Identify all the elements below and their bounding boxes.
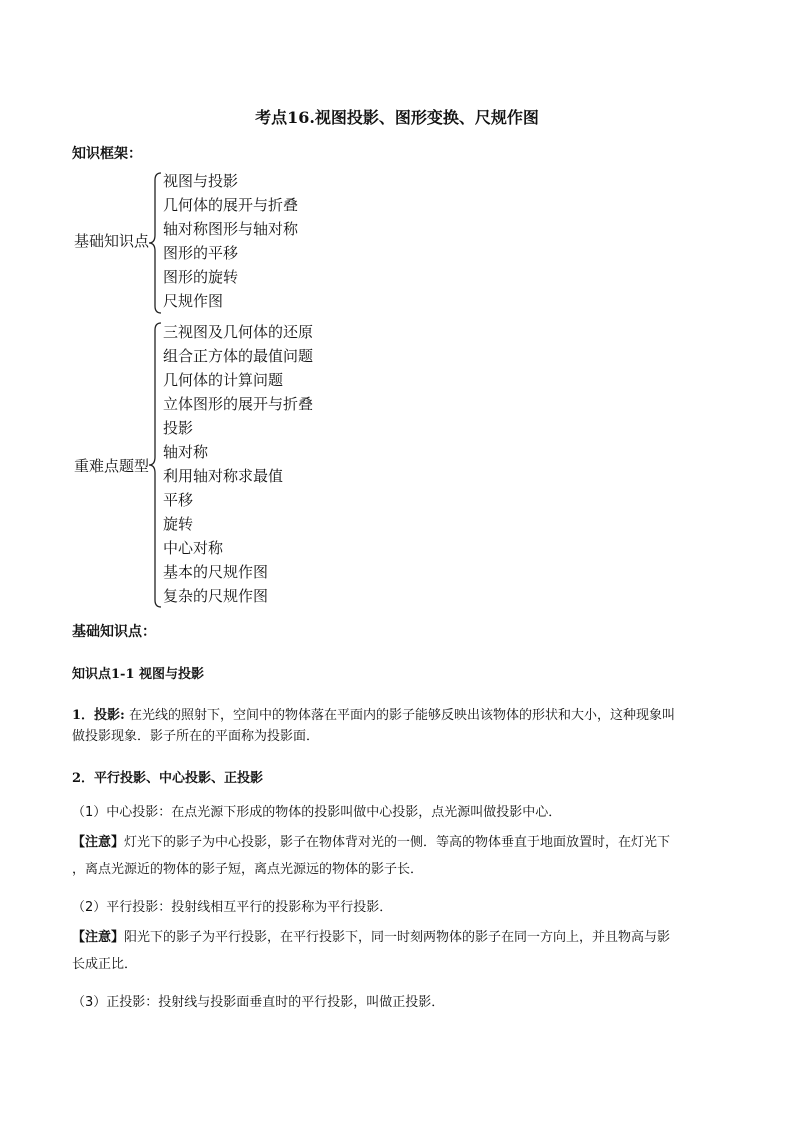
term-projection: 1．投影: <box>72 708 125 723</box>
group2-list <box>163 320 313 608</box>
list-item: 基本的尺规作图 <box>163 563 269 581</box>
paragraph-parallel-projection: （2）平行投影：投射线相互平行的投影称为平行投影． <box>72 900 393 915</box>
list-item: 旋转 <box>163 515 194 533</box>
group2-label: 重难点题型 <box>74 457 150 475</box>
list-item: 几何体的计算问题 <box>163 371 284 389</box>
list-item: 几何体的展开与折叠 <box>163 196 299 214</box>
list-item: 图形的旋转 <box>163 268 239 286</box>
basics-heading: 基础知识点： <box>72 624 156 640</box>
group1-brace <box>148 172 162 314</box>
list-item: 平移 <box>163 491 194 509</box>
list-item: 投影 <box>163 419 194 437</box>
group1-label: 基础知识点 <box>74 232 150 250</box>
list-item: 视图与投影 <box>163 172 239 190</box>
note-label: 【注意】 <box>72 930 125 945</box>
list-item: 三视图及几何体的还原 <box>163 323 314 341</box>
knowledge-point-heading: 知识点1-1 视图与投影 <box>72 667 205 682</box>
list-item: 尺规作图 <box>163 292 224 310</box>
list-item: 轴对称 <box>163 443 209 461</box>
paragraph-orthographic-projection: （3）正投影：投射线与投影面垂直时的平行投影，叫做正投影． <box>72 995 445 1010</box>
list-item: 组合正方体的最值问题 <box>163 347 314 365</box>
section-heading: 2．平行投影、中心投影、正投影 <box>72 771 264 786</box>
paragraph-projection: 1．投影: 在光线的照射下，空间中的物体落在平面内的影子能够反映出该物体的形状和大小，这种现象叫 做投影现象．影子所在的平面称为投影面． <box>72 708 675 744</box>
list-item: 利用轴对称求最值 <box>163 467 284 485</box>
group2-brace <box>148 322 162 608</box>
note-label: 【注意】 <box>72 835 125 850</box>
framework-heading: 知识框架： <box>72 146 142 162</box>
list-item: 中心对称 <box>163 539 224 557</box>
page-title: 考点16.视图投影、图形变换、尺规作图 <box>255 108 539 127</box>
note-parallel: 【注意】阳光下的影子为平行投影，在平行投影下，同一时刻两物体的影子在同一方向上，并且物高与影 长成正比． <box>72 930 671 972</box>
list-item: 轴对称图形与轴对称 <box>163 220 299 238</box>
list-item: 图形的平移 <box>163 244 239 262</box>
group1-list <box>163 169 298 313</box>
list-item: 复杂的尺规作图 <box>163 587 269 605</box>
note-central: 【注意】灯光下的影子为中心投影，影子在物体背对光的一侧．等高的物体垂直于地面放置时，在灯光下 ，离点光源近的物体的影子短，离点光源远的物体的影子长． <box>72 835 671 877</box>
list-item: 立体图形的展开与折叠 <box>163 395 314 413</box>
paragraph-central-projection: （1）中心投影：在点光源下形成的物体的投影叫做中心投影，点光源叫做投影中心． <box>72 805 562 820</box>
